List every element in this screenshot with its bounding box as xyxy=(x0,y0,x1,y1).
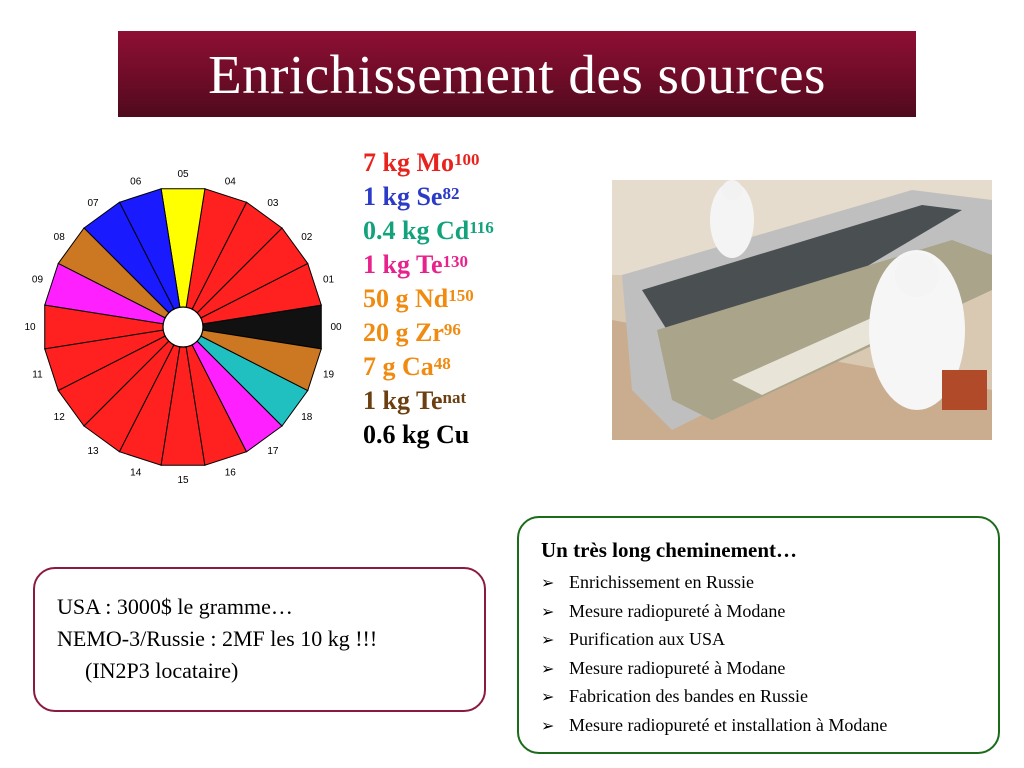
wheel-label-14: 14 xyxy=(130,467,142,479)
cost-line-nemo: NEMO-3/Russie : 2MF les 10 kg !!! xyxy=(57,626,378,651)
isotope-mo100: 7 kg Mo$^{100}$ xyxy=(363,148,480,177)
path-steps-list xyxy=(541,569,998,740)
arrow-bullet-icon: ➢ xyxy=(541,717,555,735)
slide-title: Enrichissement des sources xyxy=(208,43,826,105)
arrow-bullet-icon: ➢ xyxy=(541,632,555,649)
wheel-label-15: 15 xyxy=(177,475,189,486)
path-heading: Un très long cheminement… xyxy=(541,538,798,562)
path-step: ➢ Fabrication des bandes en Russie xyxy=(541,683,998,712)
wheel-label-04: 04 xyxy=(224,176,236,188)
wheel-label-02: 02 xyxy=(301,232,313,244)
isotope-nd150: 50 g Nd$^{150}$ xyxy=(363,284,474,313)
wheel-label-06: 06 xyxy=(130,176,142,188)
isotope-zr96: 20 g Zr$^{96}$ xyxy=(363,318,461,347)
wheel-label-03: 03 xyxy=(267,198,279,210)
isotope-list xyxy=(363,146,494,452)
cost-line-usa: USA : 3000$ le gramme… xyxy=(57,594,293,619)
isotope-cu: 0.6 kg Cu xyxy=(363,420,470,449)
wheel-center-hole xyxy=(163,307,203,347)
arrow-bullet-icon: ➢ xyxy=(541,575,555,592)
isotope-cd116: 0.4 kg Cd$^{116}$ xyxy=(363,216,494,245)
arrow-bullet-icon: ➢ xyxy=(541,660,555,678)
wheel-label-00: 00 xyxy=(330,322,342,333)
wheel-label-12: 12 xyxy=(53,411,65,423)
wheel-label-07: 07 xyxy=(87,198,99,210)
wheel-label-16: 16 xyxy=(224,467,236,479)
path-step: ➢ Mesure radiopureté à Modane xyxy=(541,655,998,684)
path-step: ➢ Mesure radiopureté à Modane xyxy=(541,598,998,627)
path-step: ➢ Mesure radiopureté et installation à Modane xyxy=(541,712,998,741)
cost-box xyxy=(33,567,486,712)
wheel-label-13: 13 xyxy=(87,445,99,457)
arrow-bullet-icon: ➢ xyxy=(541,689,555,706)
isotope-te130: 1 kg Te$^{130}$ xyxy=(363,250,468,279)
cleanroom-photo xyxy=(612,180,992,440)
path-box xyxy=(517,516,1000,754)
wheel-label-05: 05 xyxy=(177,169,189,180)
isotope-se82: 1 kg Se$^{82}$ xyxy=(363,182,460,211)
wheel-label-11: 11 xyxy=(32,369,43,381)
wheel-label-10: 10 xyxy=(24,322,36,333)
cost-line-in2p3: (IN2P3 locataire) xyxy=(85,658,239,683)
wheel-label-17: 17 xyxy=(267,445,279,457)
path-step: ➢ Enrichissement en Russie xyxy=(541,569,998,598)
wheel-label-09: 09 xyxy=(31,274,44,286)
isotope-tenat: 1 kg $Te^{nat}$ xyxy=(363,386,467,415)
wheel-label-18: 18 xyxy=(301,411,313,423)
wheel-label-01: 01 xyxy=(322,274,335,286)
path-step: ➢ Purification aux USA xyxy=(541,626,998,655)
source-sector-wheel xyxy=(24,169,346,494)
wheel-label-08: 08 xyxy=(53,232,65,244)
title-banner xyxy=(118,31,916,117)
arrow-bullet-icon: ➢ xyxy=(541,603,555,621)
wheel-label-19: 19 xyxy=(322,369,335,381)
isotope-ca48: 7 g Ca$^{48}$ xyxy=(363,352,451,381)
